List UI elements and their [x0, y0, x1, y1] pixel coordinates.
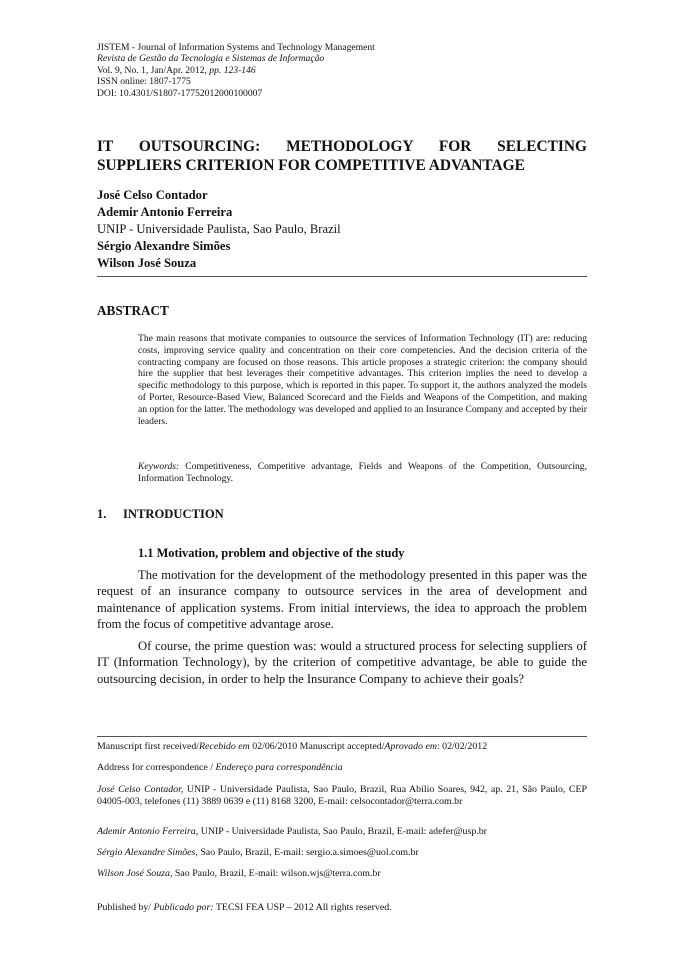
journal-header — [97, 42, 587, 99]
manuscript-dates — [97, 741, 587, 753]
keywords-label: Keywords: — [138, 461, 180, 472]
keywords-list: Competitiveness, Competitive advantage, Fields and Weapons of the Competition, Outsourcing, Information Technology. — [138, 461, 587, 484]
manuscript-received-label-pt: Recebido em — [199, 741, 250, 752]
intro-paragraph-1: The motivation for the development of the methodology presented in this paper was the request of an insurance company to outsource services in the area of development and maintenance of application systems. From initial interviews, the idea to approach the problem from the focus of competitive advantage arose. — [97, 568, 587, 632]
correspondence-author-3-address: Sao Paulo, Brazil, E-mail: sergio.a.simoes@uol.com.br — [197, 847, 419, 858]
intro-paragraph-2: Of course, the prime question was: would a structured process for selecting suppliers of IT (Information Technology), by the criterion of competitive advantage, be able to guide the outsourcing decision, in order to help the Insurance Company to achieve their goals? — [97, 639, 587, 686]
publisher-line — [97, 902, 587, 914]
manuscript-accepted-label-pt: Aprovado em — [384, 741, 437, 752]
correspondence-author-1 — [97, 784, 587, 809]
correspondence-author-3-name: Sérgio Alexandre Simões, — [97, 847, 198, 858]
keywords — [138, 461, 587, 485]
correspondence-label-pt: Endereço para correspondência — [215, 762, 343, 773]
paper-title — [97, 137, 587, 175]
title-divider — [97, 276, 587, 277]
correspondence-author-1-address: UNIP - Universidade Paulista, Sao Paulo, Brazil, Rua Abílio Soares, 942, ap. 21, São Paulo, CEP 04005-003, telefones (11) 3889 0639 e (11) 8168 3200, E-mail: celsocontador@terra.com.br — [97, 784, 587, 808]
manuscript-received-label: Manuscript first received/ — [97, 741, 200, 752]
journal-name: JISTEM - Journal of Information Systems and Technology Management — [97, 42, 375, 53]
correspondence-author-2-name: Ademir Antonio Ferreira, — [97, 826, 199, 837]
journal-issn: ISSN online: 1807-1775 — [97, 76, 191, 88]
section-title: INTRODUCTION — [123, 507, 224, 521]
section-heading-introduction — [97, 507, 587, 522]
correspondence-author-2-address: UNIP - Universidade Paulista, Sao Paulo, Brazil, E-mail: adefer@usp.br — [198, 826, 487, 837]
paper-title-line-2: SUPPLIERS CRITERION FOR COMPETITIVE ADVANTAGE — [97, 157, 525, 174]
correspondence-author-2 — [97, 826, 587, 838]
correspondence-author-4 — [97, 868, 587, 880]
correspondence-heading — [97, 762, 587, 774]
author-1: José Celso Contador — [97, 188, 208, 202]
footnote-divider — [97, 736, 587, 737]
author-4: Wilson José Souza — [97, 256, 197, 270]
abstract-heading: ABSTRACT — [97, 303, 169, 318]
section-number: 1. — [97, 507, 107, 521]
manuscript-accepted-label: 02/06/2010 Manuscript accepted/ — [249, 741, 385, 752]
journal-doi: DOI: 10.4301/S1807-17752012000100007 — [97, 87, 263, 99]
author-list — [97, 187, 587, 272]
correspondence-author-4-name: Wilson José Souza, — [97, 868, 173, 879]
subsection-heading: 1.1 Motivation, problem and objective of the study — [138, 546, 405, 560]
publisher-name: TECSI FEA USP – 2012 All rights reserved. — [213, 902, 392, 913]
author-2: Ademir Antonio Ferreira — [97, 205, 233, 219]
journal-volume — [97, 65, 587, 76]
volume-issue: Vol. 9, No. 1, Jan/Apr. 2012, — [97, 64, 210, 76]
author-affiliation: UNIP - Universidade Paulista, Sao Paulo, Brazil — [97, 222, 341, 236]
page-range: pp. 123-146 — [209, 64, 256, 76]
correspondence-author-3 — [97, 847, 587, 859]
correspondence-label: Address for correspondence / — [97, 762, 216, 773]
author-3: Sérgio Alexandre Simões — [97, 239, 231, 253]
published-by-label-pt: Publicado por: — [153, 902, 214, 913]
paper-title-line-1: IT OUTSOURCING: METHODOLOGY FOR SELECTING — [97, 138, 587, 155]
journal-name-portuguese: Revista de Gestão da Tecnologia e Sistemas de Informação — [97, 53, 325, 65]
published-by-label: Published by/ — [97, 902, 154, 913]
correspondence-author-1-name: José Celso Contador, — [97, 784, 184, 795]
manuscript-accepted-date: : 02/02/2012 — [436, 741, 488, 752]
abstract-text: The main reasons that motivate companies to outsource the services of Information Technology (IT) are: reducing costs, improving service quality and concentration on their core competencies. And the decision criteria of the contracting company are focused on those reasons. This article proposes a strategic criterion: the company should hire the supplier that best leverages their competitive advantages. This criterion implies the need to develop a specific methodology to this purpose, which is reported in this paper. To support it, the authors analyzed the models of Porter, Resource-Based View, Balanced Scorecard and the Fields and Weapons of the Competition, and making an option for the latter. The methodology was developed and applied to an Insurance Company and accepted by their leaders. — [138, 333, 587, 427]
correspondence-author-4-address: Sao Paulo, Brazil, E-mail: wilson.wjs@terra.com.br — [172, 868, 381, 879]
